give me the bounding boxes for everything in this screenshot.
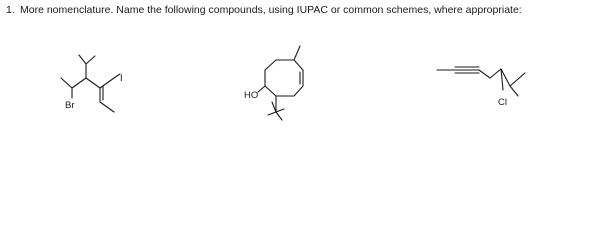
question-text: More nomenclature. Name the following compounds, using IUPAC or common schemes, where appropriate:: [20, 4, 522, 16]
bromine-label: Br: [65, 100, 75, 111]
question-number: 1.: [6, 4, 15, 16]
compound-2-structure: [244, 46, 303, 120]
compound-1-structure: [61, 55, 123, 112]
hydroxyl-label: HO: [244, 90, 259, 101]
chlorine-label: Cl: [498, 97, 507, 108]
iodine-label: I: [120, 73, 123, 84]
compound-3-structure: [437, 67, 525, 108]
